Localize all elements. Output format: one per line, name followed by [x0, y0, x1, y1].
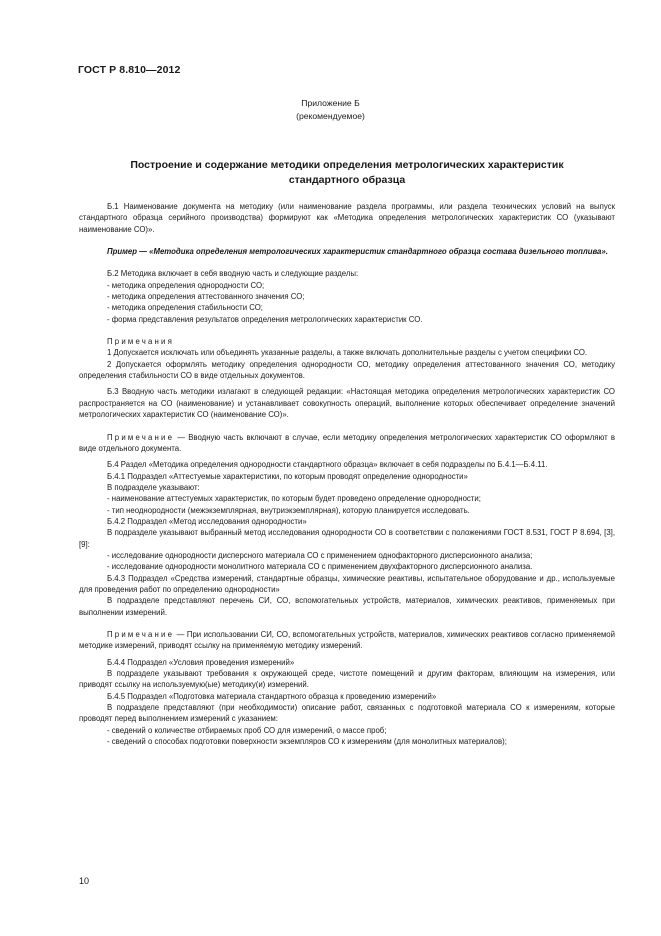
- paragraph-b42: Б.4.2 Подраздел «Метод исследования однородности»: [107, 516, 307, 526]
- paragraph-b42a: В подразделе указывают выбранный метод исследования однородности СО в соответствии с положениями ГОСТ 8.531, ГОСТ Р 8.694, [3], [9]:: [79, 528, 615, 549]
- note-b43: [79, 629, 615, 652]
- example-label: Пример —: [107, 247, 147, 257]
- paragraph-b43a: В подразделе представляют перечень СИ, СО, вспомогательных устройств, материалов, химических реактивов, применяемых при выполнении измерений.: [79, 596, 615, 617]
- section-title-line1: Построение и содержание методики определения метрологических характеристик: [130, 159, 564, 171]
- note-1: 1 Допускается исключать или объединять указанные разделы, а также включать дополнительные разделы с учетом специфики СО.: [107, 348, 588, 358]
- page-number: 10: [79, 876, 90, 886]
- paragraph-b41: Б.4.1 Подраздел «Аттестуемые характеристики, по которым проводят определение однородности»: [107, 471, 468, 481]
- paragraph-b1: Б.1 Наименование документа на методику (или наименование раздела программы, или раздела технических условий на выпуск стандартного образца серийного производства) формируют как «Методика определения метрологических характеристик СО (указывают наименование СО)».: [79, 202, 615, 234]
- appendix-type: (рекомендуемое): [296, 111, 365, 121]
- list-item: - методика определения однородности СО;: [107, 280, 265, 290]
- list-item: - исследование однородности монолитного материала СО с применением двухфакторного дисперсионного анализа.: [107, 562, 533, 572]
- notes-label-text: Примечания: [107, 337, 175, 347]
- list-item: - методика определения аттестованного значения СО;: [107, 292, 305, 302]
- list-item: - тип неоднородности (межэкземплярная, внутриэкземплярная), которую планируется исследовать.: [107, 505, 470, 515]
- paragraph-b4: Б.4 Раздел «Методика определения однородности стандартного образца» включает в себя подразделы по Б.4.1—Б.4.11.: [107, 460, 548, 470]
- section-title: [60, 158, 634, 188]
- paragraph-b43: Б.4.3 Подраздел «Средства измерений, стандартные образцы, химические реактивы, испытательное оборудование и др., используемые для проведения работ по определению однородности»: [79, 573, 615, 594]
- example-paragraph: [79, 246, 615, 257]
- example-text: «Методика определения метрологических характеристик стандартного образца состава дизельного топлива».: [146, 247, 608, 257]
- notes-label: [79, 336, 615, 347]
- note-b3: [79, 432, 615, 455]
- paragraph-b44a: В подразделе указывают требования к окружающей среде, чистоте помещений и другим факторам, влияющим на измерения, или приводят ссылку на используемую(ые) методику(и) измерений.: [79, 669, 615, 690]
- paragraph-b3: Б.3 Вводную часть методики излагают в следующей редакции: «Настоящая методика определения метрологических характеристик СО распространяется на СО (наименование) и устанавливает совокупность операций, выполнение которых обеспечивает определение значений метрологических характеристик СО (наименование СО)».: [79, 387, 615, 420]
- appendix-label: Приложение Б: [301, 98, 360, 108]
- list-item: - наименование аттестуемых характеристик, по которым будет проведено определение однородности;: [107, 494, 481, 504]
- paragraph-b41a: В подразделе указывают:: [107, 482, 200, 492]
- document-header: ГОСТ Р 8.810—2012: [78, 64, 181, 76]
- list-item: - методика определения стабильности СО;: [107, 303, 263, 313]
- note-label: Примечание: [107, 630, 175, 639]
- paragraph-b45a: В подразделе представляют (при необходимости) описание работ, связанных с подготовкой материала СО к измерениям, которые проводят перед выполнением измерений с указанием:: [79, 703, 615, 724]
- paragraph-b45: Б.4.5 Подраздел «Подготовка материала стандартного образца к проведению измерений»: [107, 691, 437, 701]
- document-body: [79, 201, 615, 747]
- list-item: - сведений о количестве отбираемых проб СО для измерений, о массе проб;: [107, 725, 387, 735]
- list-item: - форма представления результатов определения метрологических характеристик СО.: [107, 314, 423, 324]
- note-2: 2 Допускается оформлять методику определения однородности СО, методику определения аттестованного значения СО, методику определения стабильности СО в виде отдельных документов.: [79, 359, 615, 381]
- list-item: - сведений о способах подготовки поверхности экземпляров СО к измерениям (для монолитных материалов);: [107, 737, 507, 747]
- list-item: - исследование однородности дисперсного материала СО с применением однофакторного дисперсионного анализа;: [107, 550, 533, 560]
- section-title-line2: стандартного образца: [288, 174, 406, 186]
- paragraph-b2: Б.2 Методика включает в себя вводную часть и следующие разделы:: [107, 269, 359, 279]
- note-label: Примечание: [107, 432, 175, 442]
- note-b43-text: — При использовании СИ, СО, вспомогательных устройств, материалов, химических реактивов согласно применяемой методике измерений, приводят ссылку на применяемую методику измерений.: [79, 630, 615, 651]
- note-b3-text: — Вводную часть включают в случае, если методику определения метрологических характеристик СО оформляют в виде отдельного документа.: [79, 432, 615, 453]
- paragraph-b44: Б.4.4 Подраздел «Условия проведения измерений»: [107, 657, 295, 667]
